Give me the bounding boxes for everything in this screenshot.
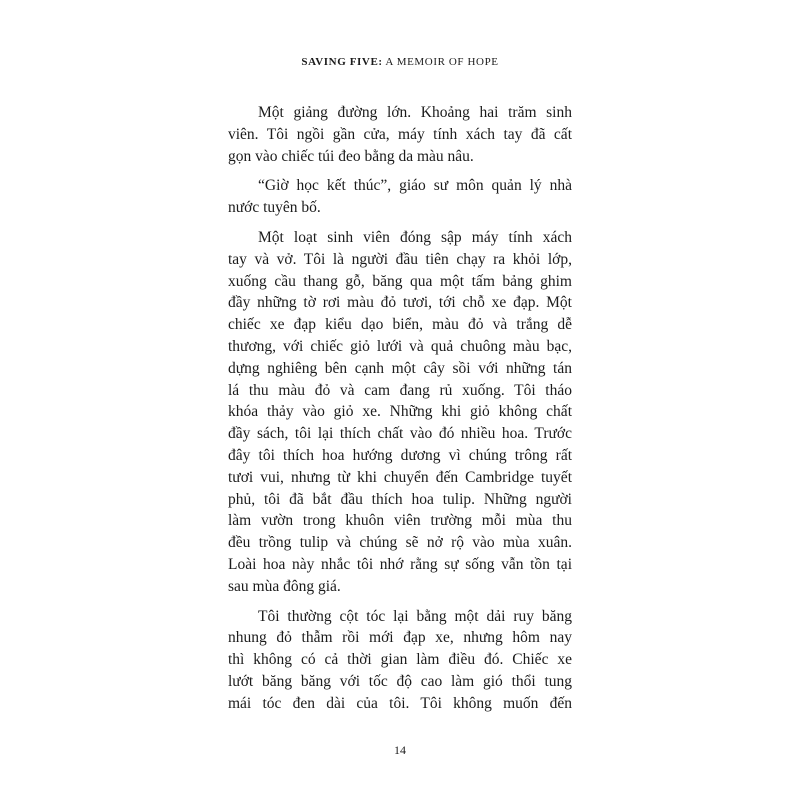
body-text-line: lướt băng băng với tốc độ cao làm gió thổi tung: [228, 672, 572, 690]
paragraph: [228, 227, 572, 598]
body-text-line: sau mùa đông giá.: [228, 577, 341, 595]
body-text-line: gọn vào chiếc túi đeo bằng da màu nâu.: [228, 147, 474, 165]
running-header-subtitle: A MEMOIR OF HOPE: [385, 56, 499, 68]
body-text-line: tay và vở. Tôi là người đầu tiên chạy ra khỏi lớp,: [228, 250, 572, 268]
body-text-line: xuống cầu thang gỗ, băng qua một tấm bảng ghim: [228, 272, 572, 290]
body-text-line: mái tóc đen dài của tôi. Tôi không muốn đến: [228, 694, 572, 712]
body-text-line: Tôi thường cột tóc lại bằng một dải ruy băng: [258, 607, 572, 625]
body-text-line: nhung đỏ thẫm rồi mới đạp xe, nhưng hôm nay: [228, 629, 572, 647]
body-text-line: thương, với chiếc giỏ lưới và quả chuông màu bạc,: [228, 337, 572, 355]
running-header: [0, 54, 800, 70]
body-text-line: đầy những tờ rơi màu đỏ tươi, tới chỗ xe đạp. Một: [228, 294, 572, 312]
body-text-line: “Giờ học kết thúc”, giáo sư môn quản lý nhà: [258, 177, 572, 195]
body-text: [228, 102, 572, 723]
body-text-line: tươi vui, nhưng từ khi chuyển đến Cambridge tuyết: [228, 468, 572, 486]
body-text-line: đều trồng tulip và chúng sẽ nở rộ vào mùa xuân.: [228, 534, 572, 552]
body-text-line: dựng nghiêng bên cạnh một cây sồi với những tán: [228, 359, 572, 377]
body-text-line: chiếc xe đạp kiểu dạo biển, màu đỏ và trắng dễ: [228, 316, 572, 334]
paragraph: [228, 606, 572, 715]
body-text-line: viên. Tôi ngồi gần cửa, máy tính xách tay đã cất: [228, 125, 572, 143]
body-text-line: làm vườn trong khuôn viên trường mỗi mùa thu: [228, 512, 572, 530]
body-text-line: thì không có cả thời gian làm điều đó. Chiếc xe: [228, 651, 572, 669]
body-text-line: Một giảng đường lớn. Khoảng hai trăm sinh: [258, 104, 572, 121]
body-text-line: phủ, tôi đã bắt đầu thích hoa tulip. Những người: [228, 490, 572, 508]
running-header-book-title: SAVING FIVE:: [301, 56, 383, 68]
body-text-line: lá thu màu đỏ và cam đang rủ xuống. Tôi tháo: [228, 381, 572, 399]
body-text-line: đây tôi thích hoa hướng dương vì chúng trông rất: [228, 446, 572, 464]
body-text-line: Loài hoa này nhắc tôi nhớ rằng sự sống vẫn tồn tại: [228, 555, 572, 573]
body-text-line: đầy sách, tôi lại thích chất vào đó nhiều hoa. Trước: [228, 425, 572, 443]
body-text-line: nước tuyên bố.: [228, 199, 321, 217]
body-text-line: khóa thảy vào giỏ xe. Những khi giỏ không chất: [228, 403, 572, 421]
paragraph: [228, 175, 572, 219]
body-text-line: Một loạt sinh viên đóng sập máy tính xách: [258, 228, 572, 246]
paragraph: [228, 102, 572, 167]
page-number: 14: [394, 743, 406, 757]
